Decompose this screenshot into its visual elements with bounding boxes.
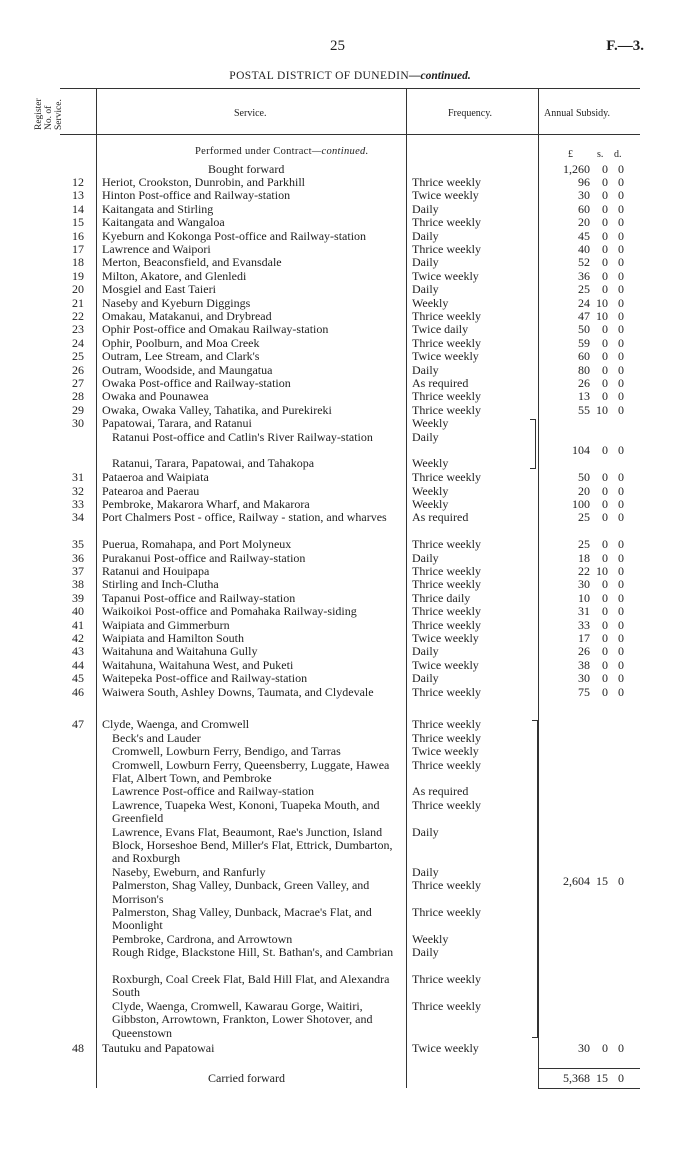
pounds: 50 bbox=[578, 470, 590, 485]
pence: 0 bbox=[618, 376, 624, 390]
service-route: Puerua, Romahapa, and Port Molyneux bbox=[102, 537, 292, 552]
frequency: Thrice weekly bbox=[412, 604, 481, 619]
service-route: Merton, Beaconsfield, and Evansdale bbox=[102, 255, 282, 270]
frequency: Weekly bbox=[412, 416, 449, 431]
shillings: 0 bbox=[602, 671, 608, 686]
register-number: 34 bbox=[72, 510, 84, 525]
register-number: 44 bbox=[72, 657, 84, 672]
shillings: 0 bbox=[602, 631, 608, 645]
pounds: 30 bbox=[578, 188, 590, 203]
pounds: 55 bbox=[578, 402, 590, 417]
service-route: Owaka and Pounawea bbox=[102, 389, 209, 404]
table-top-rule bbox=[60, 88, 640, 89]
frequency: Daily bbox=[412, 429, 439, 444]
frequency: Daily bbox=[412, 671, 439, 686]
pounds: 38 bbox=[578, 657, 590, 672]
pence: 0 bbox=[618, 497, 624, 511]
pence: 0 bbox=[618, 188, 624, 203]
shillings: 0 bbox=[602, 228, 608, 243]
shillings: 0 bbox=[602, 255, 608, 270]
service-route: Palmerston, Shag Valley, Dunback, Green Valley, and Morrison's bbox=[112, 878, 370, 906]
frequency: Thrice weekly bbox=[412, 564, 481, 578]
shillings: 10 bbox=[596, 402, 608, 417]
header-bottom-rule bbox=[60, 134, 640, 135]
shillings: 0 bbox=[602, 657, 608, 672]
register-number: 31 bbox=[72, 470, 84, 485]
pence: 0 bbox=[618, 644, 624, 659]
service-route: Outram, Woodside, and Maungatua bbox=[102, 362, 273, 377]
service-route: Hinton Post-office and Railway-station bbox=[102, 188, 291, 203]
pounds: 24 bbox=[578, 295, 590, 310]
service-route: Lawrence Post-office and Railway-station bbox=[112, 784, 315, 799]
brought-forward-label: Bought forward bbox=[208, 162, 285, 176]
register-number: 38 bbox=[72, 577, 84, 592]
shillings: 0 bbox=[602, 349, 608, 364]
register-number: 42 bbox=[72, 631, 84, 645]
shillings: 0 bbox=[602, 497, 608, 511]
shillings: 0 bbox=[602, 162, 608, 176]
pence: 0 bbox=[618, 335, 624, 350]
register-number: 18 bbox=[72, 255, 84, 270]
pence: 0 bbox=[618, 483, 624, 498]
frequency: Daily bbox=[412, 550, 439, 565]
service-route: Cromwell, Lowburn Ferry, Queensberry, Luggate, Hawea Flat, Albert Town, and Pembroke bbox=[112, 757, 390, 785]
service-column-header: Service. bbox=[234, 108, 267, 119]
pence: 0 bbox=[618, 175, 624, 189]
service-route: Waipiata and Hamilton South bbox=[102, 631, 245, 645]
pence: 0 bbox=[618, 362, 624, 377]
subsidy-table bbox=[34, 88, 640, 1088]
page-title: POSTAL DISTRICT OF DUNEDIN—continued. bbox=[229, 70, 471, 82]
pence: 0 bbox=[618, 349, 624, 364]
pounds: 31 bbox=[578, 604, 590, 619]
service-route: Roxburgh, Coal Creek Flat, Bald Hill Flat, and Alexandra South bbox=[112, 972, 390, 1000]
pounds: 50 bbox=[578, 322, 590, 337]
frequency: Daily bbox=[412, 255, 439, 270]
carried-forward-label: Carried forward bbox=[208, 1071, 285, 1085]
pounds: 60 bbox=[578, 201, 590, 216]
frequency: Twice weekly bbox=[412, 744, 479, 759]
pence: 0 bbox=[618, 268, 624, 283]
register-number: 17 bbox=[72, 242, 84, 256]
register-number: 14 bbox=[72, 201, 84, 216]
frequency: Thrice weekly bbox=[412, 389, 481, 404]
frequency: Daily bbox=[412, 945, 439, 960]
service-route: Waitahuna and Waitahuna Gully bbox=[102, 644, 258, 659]
pounds: 47 bbox=[578, 309, 590, 323]
pence: 0 bbox=[618, 604, 624, 619]
service-route: Lawrence and Waipori bbox=[102, 242, 211, 256]
frequency: Thrice weekly bbox=[412, 402, 481, 417]
pence: 0 bbox=[618, 550, 624, 565]
shillings: 0 bbox=[602, 188, 608, 203]
shillings: 0 bbox=[602, 362, 608, 377]
total-rule bbox=[538, 1068, 640, 1069]
frequency: Daily bbox=[412, 228, 439, 243]
service-route: Waitahuna, Waitahuna West, and Puketi bbox=[102, 657, 294, 672]
shillings: 15 bbox=[596, 1071, 608, 1085]
service-route: Lawrence, Evans Flat, Beaumont, Rae's Junction, Island Block, Horseshoe Bend, Miller's Flat, Ettrick, Dumbarton, and Roxburgh bbox=[112, 824, 393, 866]
service-route: Purakanui Post-office and Railway-station bbox=[102, 550, 306, 565]
pence: 0 bbox=[618, 617, 624, 632]
frequency: Daily bbox=[412, 282, 439, 297]
service-route: Ratanui Post-office and Catlin's River Railway-station bbox=[112, 429, 373, 444]
pounds: 60 bbox=[578, 349, 590, 364]
pence: 0 bbox=[618, 215, 624, 230]
service-route: Ratanui and Houipapa bbox=[102, 564, 210, 578]
service-route: Naseby, Eweburn, and Ranfurly bbox=[112, 864, 266, 879]
service-route: Ratanui, Tarara, Papatowai, and Tahakopa bbox=[112, 456, 315, 471]
group-brace bbox=[532, 720, 538, 1038]
shillings: 0 bbox=[602, 537, 608, 552]
pounds: 2,604 bbox=[563, 874, 590, 889]
service-route: Omakau, Matakanui, and Drybread bbox=[102, 309, 272, 323]
frequency: Daily bbox=[412, 362, 439, 377]
shillings: 0 bbox=[602, 201, 608, 216]
register-number: 22 bbox=[72, 309, 84, 323]
total-rule bbox=[538, 1088, 640, 1089]
register-number: 27 bbox=[72, 376, 84, 390]
service-route: Pembroke, Cardrona, and Arrowtown bbox=[112, 931, 293, 946]
shillings: 0 bbox=[602, 483, 608, 498]
service-route: Clyde, Waenga, Cromwell, Kawarau Gorge, Waitiri, Gibbston, Arrowtown, Frankton, Lower Shotover, and Queenstown bbox=[112, 998, 373, 1040]
register-number: 19 bbox=[72, 268, 84, 283]
frequency: As required bbox=[412, 510, 469, 525]
shillings: 0 bbox=[602, 577, 608, 592]
shillings: 0 bbox=[602, 604, 608, 619]
service-route: Waitepeka Post-office and Railway-station bbox=[102, 671, 308, 686]
frequency: Thrice weekly bbox=[412, 972, 481, 986]
pounds: 5,368 bbox=[563, 1071, 590, 1085]
frequency: Thrice weekly bbox=[412, 175, 481, 189]
register-number: 40 bbox=[72, 604, 84, 619]
pounds: 25 bbox=[578, 282, 590, 297]
register-number: 15 bbox=[72, 215, 84, 230]
pounds: 17 bbox=[578, 631, 590, 645]
shillings: 0 bbox=[602, 175, 608, 189]
shillings: 0 bbox=[602, 510, 608, 525]
frequency: Thrice weekly bbox=[412, 242, 481, 256]
service-route: Waiwera South, Ashley Downs, Taumata, and Clydevale bbox=[102, 684, 374, 699]
shillings: 0 bbox=[602, 550, 608, 565]
pence: 0 bbox=[618, 874, 624, 889]
shillings: 0 bbox=[602, 376, 608, 390]
pounds: 20 bbox=[578, 215, 590, 230]
pounds: 45 bbox=[578, 228, 590, 243]
pounds: 25 bbox=[578, 510, 590, 525]
pence-header: d. bbox=[614, 149, 622, 160]
service-route: Mosgiel and East Taieri bbox=[102, 282, 216, 297]
pounds: 1,260 bbox=[563, 162, 590, 176]
shillings-header: s. bbox=[597, 149, 604, 160]
shillings: 0 bbox=[602, 1041, 608, 1055]
pounds: 80 bbox=[578, 362, 590, 377]
shillings: 0 bbox=[602, 322, 608, 337]
frequency: Weekly bbox=[412, 497, 449, 511]
frequency: Thrice weekly bbox=[412, 797, 481, 812]
document-reference: F.—3. bbox=[606, 38, 644, 54]
service-route: Tapanui Post-office and Railway-station bbox=[102, 590, 296, 605]
shillings: 10 bbox=[596, 564, 608, 578]
service-route: Heriot, Crookston, Dunrobin, and Parkhill bbox=[102, 175, 305, 189]
frequency: Twice weekly bbox=[412, 1041, 479, 1055]
service-route: Cromwell, Lowburn Ferry, Bendigo, and Tarras bbox=[112, 744, 341, 759]
frequency: Daily bbox=[412, 644, 439, 659]
pence: 0 bbox=[618, 402, 624, 417]
pence: 0 bbox=[618, 201, 624, 216]
frequency-column-header: Frequency. bbox=[448, 108, 493, 119]
pounds: 22 bbox=[578, 564, 590, 578]
shillings: 0 bbox=[602, 335, 608, 350]
register-number: 48 bbox=[72, 1041, 84, 1055]
register-number: 36 bbox=[72, 550, 84, 565]
register-number: 33 bbox=[72, 497, 84, 511]
page-number: 25 bbox=[330, 38, 345, 54]
shillings: 0 bbox=[602, 242, 608, 256]
frequency: Thrice weekly bbox=[412, 730, 481, 745]
service-route: Kaitangata and Wangaloa bbox=[102, 215, 225, 230]
service-route: Kyeburn and Kokonga Post-office and Railway-station bbox=[102, 228, 367, 243]
pounds: 26 bbox=[578, 644, 590, 659]
service-route: Palmerston, Shag Valley, Dunback, Macrae's Flat, and Moonlight bbox=[112, 905, 372, 933]
pounds: 96 bbox=[578, 175, 590, 189]
register-number: 25 bbox=[72, 349, 84, 364]
pence: 0 bbox=[618, 590, 624, 605]
service-route: Waikoikoi Post-office and Pomahaka Railway-siding bbox=[102, 604, 357, 619]
register-number: 29 bbox=[72, 402, 84, 417]
shillings: 0 bbox=[602, 644, 608, 659]
frequency: Daily bbox=[412, 201, 439, 216]
shillings: 0 bbox=[602, 389, 608, 404]
col-divider bbox=[538, 88, 539, 1088]
service-route: Milton, Akatore, and Glenledi bbox=[102, 268, 247, 283]
service-route: Ophir Post-office and Omakau Railway-station bbox=[102, 322, 329, 337]
frequency: Thrice weekly bbox=[412, 617, 481, 632]
register-number: 39 bbox=[72, 590, 84, 605]
register-number: 21 bbox=[72, 295, 84, 310]
register-number: 20 bbox=[72, 282, 84, 297]
frequency: Twice daily bbox=[412, 322, 469, 337]
group-brace bbox=[530, 419, 536, 469]
register-number: 24 bbox=[72, 335, 84, 350]
pounds: 52 bbox=[578, 255, 590, 270]
pounds: 104 bbox=[572, 443, 590, 458]
shillings: 0 bbox=[602, 443, 608, 458]
pence: 0 bbox=[618, 577, 624, 592]
service-route: Naseby and Kyeburn Diggings bbox=[102, 295, 251, 310]
register-number: 37 bbox=[72, 564, 84, 578]
shillings: 0 bbox=[602, 684, 608, 699]
frequency: Thrice weekly bbox=[412, 537, 481, 552]
register-number: 30 bbox=[72, 416, 84, 431]
pounds: 10 bbox=[578, 590, 590, 605]
pounds: 13 bbox=[578, 389, 590, 404]
frequency: Daily bbox=[412, 824, 439, 839]
pounds: 18 bbox=[578, 550, 590, 565]
frequency: Thrice weekly bbox=[412, 878, 481, 893]
pounds: 30 bbox=[578, 671, 590, 686]
service-route: Tautuku and Papatowai bbox=[102, 1041, 215, 1055]
pounds: 25 bbox=[578, 537, 590, 552]
pence: 0 bbox=[618, 564, 624, 578]
pounds: 30 bbox=[578, 577, 590, 592]
pence: 0 bbox=[618, 242, 624, 256]
pence: 0 bbox=[618, 657, 624, 672]
frequency: Weekly bbox=[412, 456, 449, 471]
register-number: 43 bbox=[72, 644, 84, 659]
frequency: Thrice weekly bbox=[412, 684, 481, 699]
frequency: Thrice weekly bbox=[412, 335, 481, 350]
register-number: 47 bbox=[72, 717, 84, 732]
register-number: 28 bbox=[72, 389, 84, 404]
service-route: Lawrence, Tuapeka West, Kononi, Tuapeka Mouth, and Greenfield bbox=[112, 797, 380, 826]
service-route: Pataeroa and Waipiata bbox=[102, 470, 209, 485]
service-route: Rough Ridge, Blackstone Hill, St. Bathan's, and Cambrian bbox=[112, 945, 394, 960]
shillings: 0 bbox=[602, 617, 608, 632]
shillings: 0 bbox=[602, 282, 608, 297]
service-route: Pembroke, Makarora Wharf, and Makarora bbox=[102, 497, 310, 511]
pence: 0 bbox=[618, 255, 624, 270]
service-route: Beck's and Lauder bbox=[112, 730, 201, 745]
pounds-header: £ bbox=[568, 149, 573, 160]
register-number: 45 bbox=[72, 671, 84, 686]
service-route: Outram, Lee Stream, and Clark's bbox=[102, 349, 260, 364]
service-route: Owaka Post-office and Railway-station bbox=[102, 376, 291, 390]
pence: 0 bbox=[618, 1041, 624, 1055]
frequency: Thrice weekly bbox=[412, 757, 481, 772]
pence: 0 bbox=[618, 162, 624, 176]
shillings: 15 bbox=[596, 874, 608, 889]
pence: 0 bbox=[618, 443, 624, 458]
service-route: Papatowai, Tarara, and Ratanui bbox=[102, 416, 252, 431]
shillings: 0 bbox=[602, 590, 608, 605]
service-route: Stirling and Inch-Clutha bbox=[102, 577, 219, 592]
pounds: 20 bbox=[578, 483, 590, 498]
service-route: Kaitangata and Stirling bbox=[102, 201, 214, 216]
pounds: 40 bbox=[578, 242, 590, 256]
col-divider bbox=[96, 88, 97, 1088]
pence: 0 bbox=[618, 684, 624, 699]
frequency: Twice weekly bbox=[412, 657, 479, 672]
pence: 0 bbox=[618, 295, 624, 310]
shillings: 0 bbox=[602, 470, 608, 485]
subsidy-column-header: Annual Subsidy. bbox=[544, 108, 611, 119]
shillings: 10 bbox=[596, 295, 608, 310]
frequency: As required bbox=[412, 376, 469, 390]
shillings: 0 bbox=[602, 215, 608, 230]
frequency: Thrice weekly bbox=[412, 309, 481, 323]
pence: 0 bbox=[618, 510, 624, 525]
frequency: Thrice weekly bbox=[412, 998, 481, 1013]
register-number: 26 bbox=[72, 362, 84, 377]
frequency: Twice weekly bbox=[412, 349, 479, 364]
pence: 0 bbox=[618, 322, 624, 337]
frequency: Thrice weekly bbox=[412, 905, 481, 919]
register-number: 46 bbox=[72, 684, 84, 699]
frequency: Thrice weekly bbox=[412, 577, 481, 592]
pounds: 30 bbox=[578, 1041, 590, 1055]
frequency: Thrice weekly bbox=[412, 470, 481, 485]
service-route: Port Chalmers Post - office, Railway - station, and wharves bbox=[102, 510, 387, 525]
frequency: Twice weekly bbox=[412, 188, 479, 203]
service-route: Patearoa and Paerau bbox=[102, 483, 200, 498]
register-column-header: Register No. of Service. bbox=[34, 98, 64, 130]
register-number: 12 bbox=[72, 175, 84, 189]
pence: 0 bbox=[618, 671, 624, 686]
register-number: 35 bbox=[72, 537, 84, 552]
frequency: Thrice daily bbox=[412, 590, 471, 605]
frequency: As required bbox=[412, 784, 469, 799]
service-route: Clyde, Waenga, and Cromwell bbox=[102, 717, 250, 732]
pounds: 75 bbox=[578, 684, 590, 699]
service-route: Ophir, Poolburn, and Moa Creek bbox=[102, 335, 260, 350]
pounds: 100 bbox=[572, 497, 590, 511]
pence: 0 bbox=[618, 309, 624, 323]
frequency: Thrice weekly bbox=[412, 717, 481, 732]
frequency: Daily bbox=[412, 864, 439, 879]
frequency: Weekly bbox=[412, 931, 449, 946]
pence: 0 bbox=[618, 470, 624, 485]
register-number: 41 bbox=[72, 617, 84, 632]
pence: 0 bbox=[618, 282, 624, 297]
register-number: 16 bbox=[72, 228, 84, 243]
pounds: 36 bbox=[578, 268, 590, 283]
pence: 0 bbox=[618, 389, 624, 404]
frequency: Weekly bbox=[412, 483, 449, 498]
col-divider bbox=[406, 88, 407, 1088]
pence: 0 bbox=[618, 537, 624, 552]
pounds: 59 bbox=[578, 335, 590, 350]
register-number: 23 bbox=[72, 322, 84, 337]
frequency: Weekly bbox=[412, 295, 449, 310]
pounds: 33 bbox=[578, 617, 590, 632]
frequency: Twice weekly bbox=[412, 268, 479, 283]
frequency: Twice weekly bbox=[412, 631, 479, 645]
pence: 0 bbox=[618, 1071, 624, 1085]
register-number: 13 bbox=[72, 188, 84, 203]
pence: 0 bbox=[618, 228, 624, 243]
frequency: Thrice weekly bbox=[412, 215, 481, 230]
pence: 0 bbox=[618, 631, 624, 645]
shillings: 0 bbox=[602, 268, 608, 283]
pounds: 26 bbox=[578, 376, 590, 390]
shillings: 10 bbox=[596, 309, 608, 323]
register-number: 32 bbox=[72, 483, 84, 498]
service-route: Owaka, Owaka Valley, Tahatika, and Purekireki bbox=[102, 402, 332, 417]
service-route: Waipiata and Gimmerburn bbox=[102, 617, 230, 632]
section-subheading: Performed under Contract—continued. bbox=[195, 146, 369, 157]
